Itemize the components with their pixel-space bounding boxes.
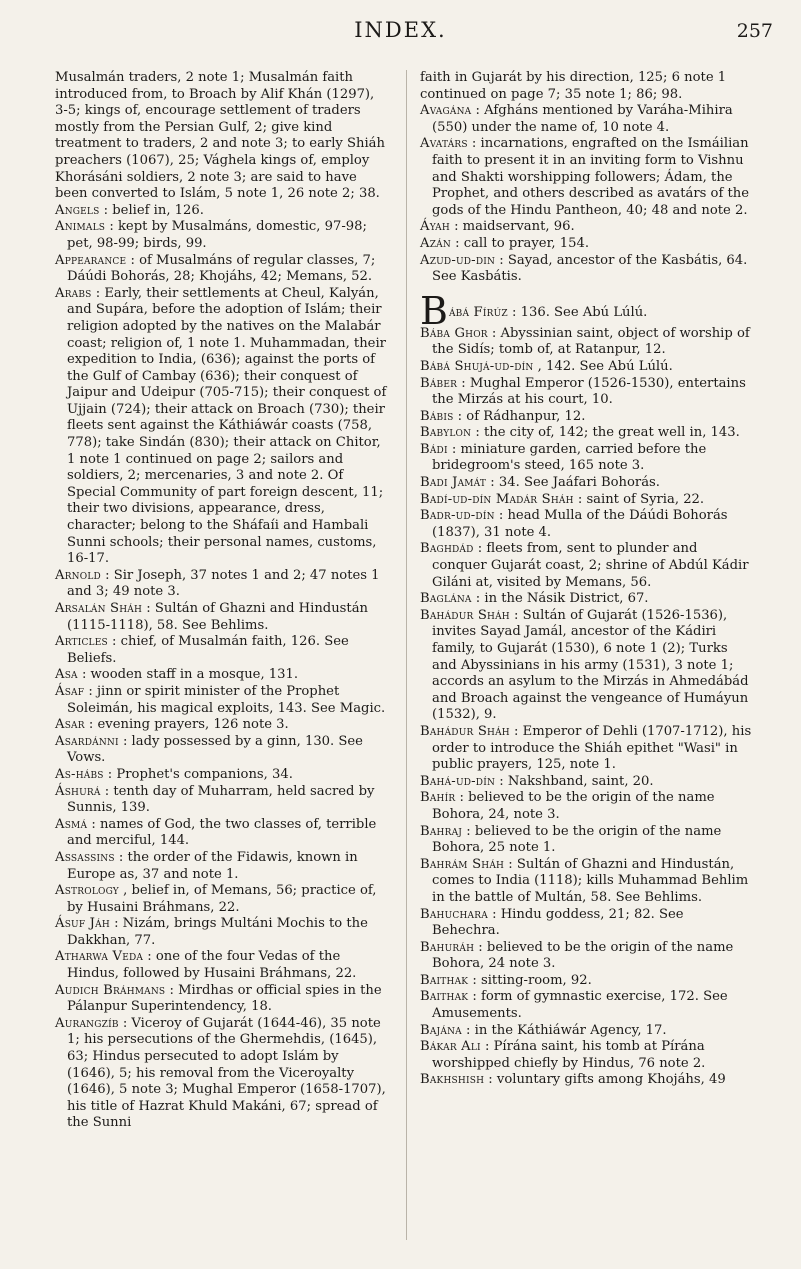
index-entry [55, 784, 387, 817]
index-entry [55, 734, 387, 767]
entry-text: : names of God, the two classes of, terrible and merciful, 144. [67, 816, 377, 849]
index-entry [420, 1039, 752, 1072]
entry-heading: Badr-ud-dín [420, 508, 495, 524]
entry-heading: Bahraj [420, 823, 463, 839]
index-entry [55, 286, 387, 568]
entry-heading: Ásaf [55, 683, 85, 699]
entry-heading: Bahádur Sháh [420, 607, 510, 623]
index-entry [55, 767, 387, 784]
entry-text: : in the Násik District, 67. [471, 591, 649, 607]
entry-text: : the order of the Fidawis, known in Europe as, 37 and note 1. [67, 849, 358, 882]
entry-text: : Sultán of Ghazni and Hindustán (1115-1118), 58. See Behlims. [67, 601, 368, 633]
index-entry [420, 492, 752, 509]
entry-heading: Avatárs [420, 136, 468, 152]
entry-text: : fleets from, sent to plunder and conquer Gujarát coast, 2; shrine of Abdúl Kádir Giláni at, visited by Memans, 56. [432, 541, 749, 590]
entry-text: : Sultán of Ghazni and Hindustán, comes to India (1118); kills Muhammad Behlim in the battle of Multán, 58. See Behlims. [432, 856, 749, 905]
index-entry [420, 475, 752, 492]
index-entry [55, 601, 387, 634]
index-entry [55, 219, 387, 252]
entry-text: : jinn or spirit minister of the Prophet Soleimán, his magical exploits, 143. See Magic. [67, 683, 386, 716]
index-entry [420, 591, 752, 608]
entry-heading: Bahuchara [420, 906, 488, 922]
entry-heading: Articles [55, 634, 108, 650]
index-entry [420, 236, 752, 253]
entry-text: : form of gymnastic exercise, 172. See Amusements. [432, 989, 728, 1022]
entry-text: : Sultán of Gujarát (1526-1536), invites Sayad Jamál, ancestor of the Kádiri family, to Gujarát (1530), 6 note 1 (2); Turks and Abyssinians in his army (1531), 3 note 1; accords an asylum to the Mirzás in Ahmedábád and Broach against the vengeance of Humáyun (1532), 9. [432, 607, 749, 723]
entry-text: : call to prayer, 154. [450, 235, 590, 251]
entry-heading: Ásuf Jáh [55, 916, 110, 932]
entry-text: : Sir Joseph, 37 notes 1 and 2; 47 notes 1 and 3; 49 note 3. [67, 567, 380, 600]
entry-heading: Badí-ud-dín Madár Sháh [420, 491, 574, 507]
index-entry [55, 916, 387, 949]
entry-heading: Bahrám Sháh [420, 856, 505, 872]
entry-text: : Prophet's companions, 34. [103, 766, 293, 782]
column-divider [406, 70, 407, 1240]
entry-heading: Arabs [55, 285, 92, 301]
entry-heading: Asmá [55, 816, 88, 832]
entry-text: : miniature garden, carried before the bridegroom's steed, 165 note 3. [432, 441, 707, 474]
entry-text: : Emperor of Dehli (1707-1712), his order to introduce the Shiáh epithet "Wasi" in public prayers, 125, note 1. [432, 723, 752, 773]
entry-text: : voluntary gifts among Khojáhs, 49 [484, 1072, 726, 1088]
entry-text: : maidservant, 96. [449, 219, 575, 235]
index-entry [55, 717, 387, 734]
index-entry [420, 724, 752, 774]
index-entry [420, 103, 752, 136]
entry-text: : 34. See Jaáfari Bohorás. [486, 475, 660, 491]
continued-entry [55, 70, 387, 203]
entry-text: faith in Gujarát by his direction, 125; 6 note 1 continued on page 7; 35 note 1; 86; 98. [420, 70, 727, 102]
index-entry [420, 219, 752, 236]
index-entry [55, 568, 387, 601]
right-column [420, 70, 752, 1089]
index-entry [420, 253, 752, 286]
index-entry [55, 817, 387, 850]
entry-heading: Bábis [420, 408, 454, 424]
index-entry [55, 1016, 387, 1132]
section-initial: B [420, 288, 448, 333]
entry-text: : Early, their settlements at Cheul, Kalyán, and Supára, before the adoption of Islám; their religion adopted by the natives on the Malabár coast; religion of, 1 note 1. Muhammadan, their expedition to India, (636); against the ports of the Gulf of Cambay (636); their conquest of Jaipur and Udeipur (705-715); their conquest of Ujjain (724); their attack on Broach (730); their fleets sent against the Káthiáwár coasts (758, 778); take Sindán (830); their attack on Chitor, 1 note 1 continued on page 2; sailors and soldiers, 2; mercenaries, 3 and note 2. Of Special Community of part foreign descent, 11; their two divisions, appearance, dress, character; belong to the Sháfaíi and Hambali Sunni schools; their personal names, customs, 16-17. [67, 285, 387, 567]
entry-heading: Áshurá [55, 783, 101, 799]
entry-text: : believed to be the origin of the name Bohora, 25 note 1. [432, 823, 722, 856]
index-entry [420, 824, 752, 857]
index-entry [420, 973, 752, 990]
index-entry [55, 983, 387, 1016]
entry-heading: As-hábs [55, 766, 104, 782]
index-entry [420, 409, 752, 426]
entry-text: : evening prayers, 126 note 3. [84, 717, 289, 733]
entry-heading: Baithak [420, 972, 469, 988]
index-entry [55, 203, 387, 220]
entry-text: : saint of Syria, 22. [573, 491, 705, 507]
entry-text: : Nizám, brings Multáni Mochis to the Dakkhan, 77. [67, 916, 368, 948]
index-entry [420, 907, 752, 940]
entry-text: : the city of, 142; the great well in, 143. [471, 425, 740, 441]
entry-heading: Asardánni [55, 733, 119, 749]
index-entry [55, 850, 387, 883]
index-entry [420, 541, 752, 591]
entry-heading: Babylon [420, 425, 472, 441]
entry-text: : in the Káthiáwár Agency, 17. [461, 1022, 667, 1038]
entry-heading: Asa [55, 667, 78, 683]
index-entry [420, 326, 752, 359]
entry-text: Musalmán traders, 2 note 1; Musalmán faith introduced from, to Broach by Alif Khán (1297), 3-5; kings of, encourage settlement of traders mostly from the Persian Gulf, 2; give kind treatment to traders, 2 and note 3; to early Shiáh preachers (1067), 25; Vághela kings of, employ Khorásáni soldiers, 2 note 3; are said to have been converted to Islám, 5 note 1, 26 note 2; 38. [55, 70, 385, 202]
entry-text: : Viceroy of Gujarát (1644-46), 35 note 1; his persecutions of the Ghermehdis, (1645), 63; Hindus persecuted to adopt Islám by (1646), 5; his removal from the Viceroyalty (1646), 5 note 3; Mughal Emperor (1658-1707), his title of Hazrat Khuld Makáni, 67; spread of the Sunni [67, 1015, 386, 1131]
entry-text: : belief in, 126. [99, 202, 204, 218]
index-entry [420, 359, 752, 376]
index-entry [55, 883, 387, 916]
entry-text: : believed to be the origin of the name Bohora, 24 note 3. [432, 939, 734, 972]
entry-text: , belief in, of Memans, 56; practice of, by Husaini Bráhmans, 22. [67, 883, 377, 915]
index-entry [55, 667, 387, 684]
entry-heading: Áyah [420, 219, 450, 235]
index-entry [420, 1023, 752, 1040]
entry-text: : Afgháns mentioned by Varáha-Mihira (550) under the name of, 10 note 4. [432, 103, 733, 135]
index-entry [420, 1072, 752, 1089]
entry-heading: Azud-ud-din [420, 252, 496, 268]
entry-heading: Bába Ghor [420, 325, 488, 341]
entry-heading: Baithak [420, 989, 469, 1005]
entry-heading: Bákar Ali [420, 1039, 481, 1055]
entry-heading: Bakhshish [420, 1072, 485, 1088]
entry-text: : tenth day of Muharram, held sacred by Sunnis, 139. [67, 783, 375, 816]
entry-text: : incarnations, engrafted on the Ismáilian faith to present it in an inviting form to Vishnu and Shakti worshipping followers; Ádam, the Prophet, and others described as avatárs of the gods of the Hindu Pantheon, 40; 48 and note 2. [432, 136, 750, 218]
index-entry [420, 376, 752, 409]
continued-entry [420, 70, 752, 103]
entry-text: : wooden staff in a mosque, 131. [77, 667, 299, 683]
entry-heading: Angels [55, 202, 100, 218]
entry-text: : Mughal Emperor (1526-1530), entertains the Mirzás at his court, 10. [432, 375, 746, 408]
index-entry [55, 684, 387, 717]
index-entry [420, 790, 752, 823]
entry-heading: Animals [55, 219, 106, 235]
entry-heading: Bahír [420, 790, 456, 806]
entry-heading: Atharwa Veda [55, 949, 144, 965]
entry-heading: Bábá Shujá-ud-dín [420, 358, 534, 374]
entry-heading: Baglána [420, 591, 472, 607]
entry-text: : sitting-room, 92. [468, 972, 592, 988]
entry-text: : of Musalmáns of regular classes, 7; Dáúdi Bohorás, 28; Khojáhs, 42; Memans, 52. [67, 252, 376, 285]
index-entry [55, 253, 387, 286]
entry-text: : kept by Musalmáns, domestic, 97-98; pet, 98-99; birds, 99. [67, 219, 367, 251]
entry-heading: Avagána [420, 103, 472, 119]
entry-text: : Abyssinian saint, object of worship of the Sidís; tomb of, at Ratanpur, 12. [432, 325, 750, 358]
index-entry [420, 442, 752, 475]
entry-text: : 136. See Abú Lúlú. [507, 304, 648, 320]
entry-heading: Azán [420, 235, 451, 251]
entry-text: : Mirdhas or official spies in the Pálanpur Superintendency, 18. [67, 982, 382, 1015]
entry-text: : of Rádhanpur, 12. [453, 408, 586, 424]
entry-text: : head Mulla of the Dáúdi Bohorás (1837), 31 note 4. [432, 508, 728, 540]
index-entry [420, 857, 752, 907]
index-entry [420, 508, 752, 541]
entry-text: : chief, of Musalmán faith, 126. See Beliefs. [67, 634, 349, 666]
entry-heading: Assassins [55, 849, 115, 865]
entry-heading: Arsalán Sháh [55, 601, 143, 616]
index-entry [420, 774, 752, 791]
entry-text: : lady possessed by a ginn, 130. See Vows. [67, 733, 363, 766]
entry-heading: Arnold [55, 567, 101, 583]
entry-text: : Hindu goddess, 21; 82. See Behechra. [432, 906, 684, 939]
entry-heading: Bahádur Sháh [420, 723, 510, 739]
entry-heading: Bádi [420, 441, 448, 457]
entry-heading: Bahuráh [420, 939, 475, 955]
entry-heading: Astrology [55, 883, 119, 899]
entry-heading: Audich Bráhmans [55, 982, 166, 998]
page-title: INDEX. [354, 18, 447, 42]
entry-text: : one of the four Vedas of the Hindus, followed by Husaini Bráhmans, 22. [67, 949, 357, 982]
index-entry [420, 608, 752, 724]
entry-heading: Asar [55, 717, 85, 733]
entry-heading: Báber [420, 375, 458, 391]
index-entry [55, 949, 387, 982]
entry-heading: Aurangzíb [55, 1015, 119, 1031]
index-entry [420, 136, 752, 219]
entry-heading: Appearance [55, 252, 127, 268]
entry-text: , 142. See Abú Lúlú. [533, 358, 673, 374]
index-entry [55, 634, 387, 667]
left-column [55, 70, 387, 1132]
index-entry [420, 989, 752, 1022]
entry-text: : Nakshband, saint, 20. [495, 773, 654, 789]
entry-heading: Bajána [420, 1022, 462, 1038]
entry-text: : believed to be the origin of the name Bohora, 24, note 3. [432, 790, 715, 822]
section-gap [420, 286, 752, 296]
entry-heading: Baghdád [420, 541, 474, 557]
page-number: 257 [736, 20, 773, 42]
index-entry [420, 940, 752, 973]
index-entry [420, 425, 752, 442]
entry-heading: ábá Fírúz [448, 304, 508, 320]
entry-text: : Pírána saint, his tomb at Pírána worshipped chiefly by Hindus, 76 note 2. [432, 1039, 706, 1071]
entry-heading: Bahá-ud-dín [420, 773, 496, 789]
entry-heading: Badi Jamát [420, 475, 487, 491]
entry-text: : Sayad, ancestor of the Kasbátis, 64. See Kasbátis. [432, 252, 748, 285]
